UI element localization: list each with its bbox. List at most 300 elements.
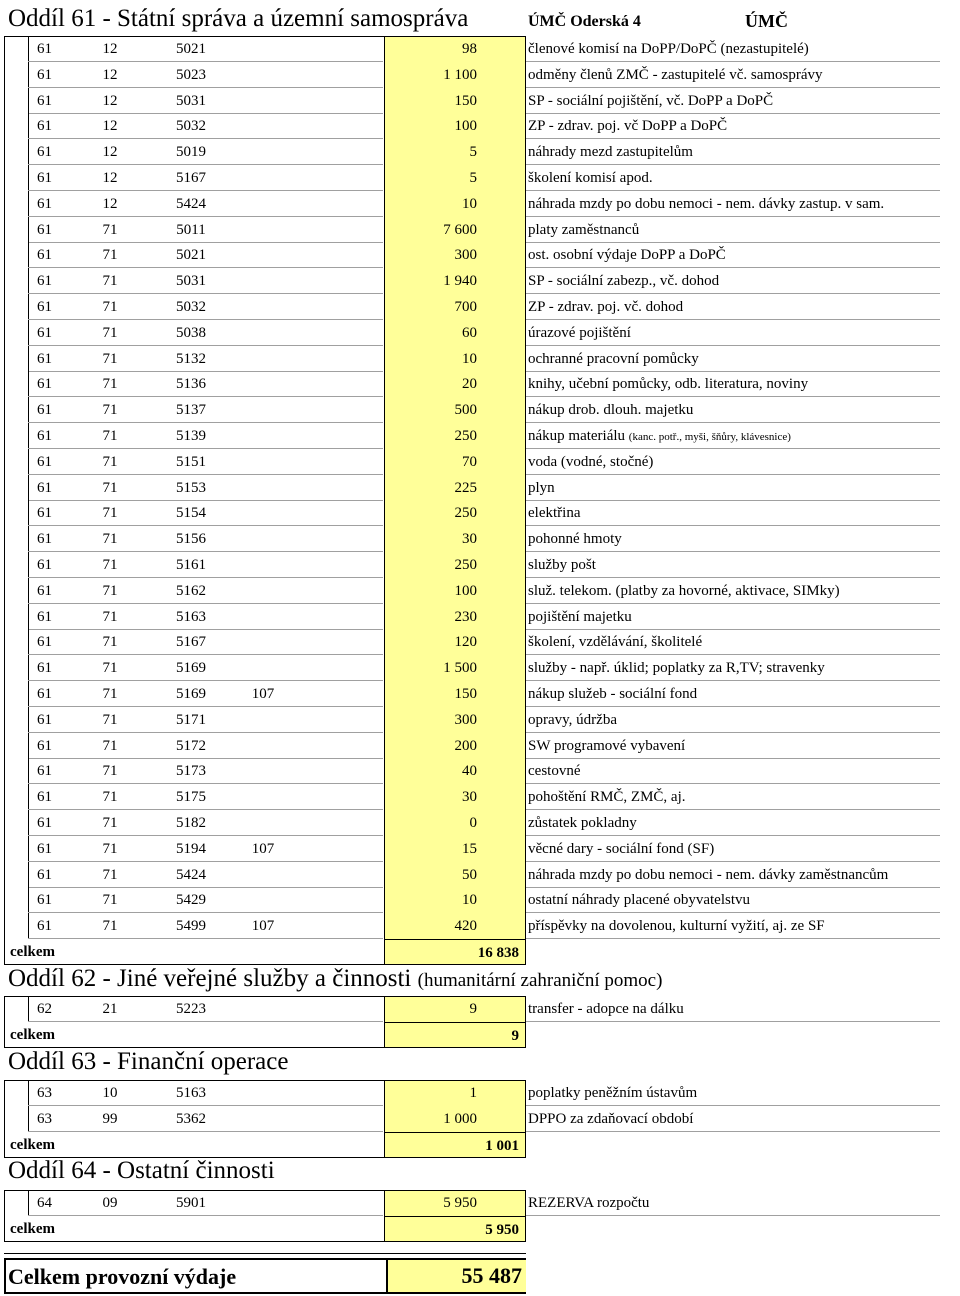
oddil-cell: 61: [28, 733, 76, 759]
uz-cell: [238, 346, 288, 372]
section-title: [8, 1046, 288, 1078]
table-row: [0, 604, 960, 630]
paragraf-cell: 71: [102, 557, 118, 573]
polozka-cell: 5173: [176, 763, 206, 780]
amount-cell: 300: [384, 242, 526, 268]
description-cell: [526, 707, 946, 733]
paragraf-cell: 71: [102, 402, 118, 419]
description-cell: [526, 578, 946, 604]
description-cell: [526, 604, 946, 630]
amount-cell: 9: [384, 996, 526, 1022]
uz-cell: [238, 36, 288, 62]
uz-cell: [238, 887, 288, 913]
table-row: [0, 371, 960, 397]
description-cell: [526, 449, 946, 475]
paragraf-cell: 12: [102, 195, 118, 212]
description-cell: [526, 1190, 946, 1216]
paragraf-cell: 71: [102, 505, 118, 522]
table-row: [0, 578, 960, 604]
uz-cell: [238, 397, 288, 423]
polozka-cell: 5021: [176, 247, 206, 264]
uz-cell: [238, 1080, 288, 1106]
description-text: služby pošt: [528, 557, 596, 573]
paragraf-cell: 12: [102, 144, 118, 161]
description-cell: [526, 475, 946, 501]
paragraf-cell: 71: [102, 789, 118, 806]
section-total-row: [0, 939, 960, 965]
description-cell: [526, 655, 946, 681]
uz-cell: [238, 139, 288, 165]
uz-cell: [238, 733, 288, 759]
oddil-cell: 63: [28, 1080, 76, 1106]
table-row: [0, 423, 960, 449]
amount-cell: 250: [384, 500, 526, 526]
table-row: [0, 36, 960, 62]
description-cell: [526, 1080, 946, 1106]
polozka-cell: 5162: [176, 582, 206, 599]
description-cell: [526, 268, 946, 294]
description-text: ZP - zdrav. poj. vč. dohod: [528, 299, 684, 315]
polozka-cell: 5362: [176, 1110, 206, 1127]
section-total-value: 5 950: [384, 1216, 526, 1242]
paragraf-cell: 71: [102, 582, 118, 599]
description-text: ost. osobní výdaje DoPP a DoPČ: [528, 247, 726, 264]
paragraf-cell: 71: [102, 660, 118, 677]
oddil-cell: 61: [28, 862, 76, 888]
table-row: [0, 268, 960, 294]
polozka-cell: 5499: [176, 918, 206, 935]
paragraf-cell: 12: [102, 118, 118, 135]
amount-cell: 60: [384, 320, 526, 346]
uz-cell: [238, 217, 288, 243]
oddil-cell: 61: [28, 397, 76, 423]
uz-cell: 107: [251, 918, 275, 935]
amount-cell: 50: [384, 862, 526, 888]
description-text: voda (vodné, stočné): [528, 453, 654, 470]
description-cell: [526, 836, 946, 862]
uz-cell: [238, 655, 288, 681]
description-cell: [526, 320, 946, 346]
oddil-cell: 61: [28, 913, 76, 939]
description-cell: [526, 88, 946, 114]
uz-cell: [238, 371, 288, 397]
description-text: knihy, učební pomůcky, odb. literatura, noviny: [528, 376, 809, 393]
description-text: SP - sociální pojištění, vč. DoPP a DoPČ: [528, 92, 774, 109]
amount-cell: 150: [384, 88, 526, 114]
oddil-cell: 61: [28, 191, 76, 217]
grand-total-label: Celkem provozní výdaje: [8, 1264, 237, 1289]
uz-cell: [238, 320, 288, 346]
description-text: nákup služeb - sociální fond: [528, 686, 698, 702]
uz-cell: [238, 996, 288, 1022]
table-row: [0, 810, 960, 836]
description-text: transfer - adopce na dálku: [528, 1001, 684, 1017]
uz-cell: [238, 604, 288, 630]
oddil-cell: 63: [28, 1106, 76, 1132]
amount-cell: 30: [384, 526, 526, 552]
table-row: [0, 629, 960, 655]
uz-cell: [238, 552, 288, 578]
polozka-cell: 5163: [176, 1085, 206, 1101]
polozka-cell: 5031: [176, 92, 206, 109]
table-row: [0, 165, 960, 191]
paragraf-cell: 71: [102, 273, 118, 290]
table-row: [0, 294, 960, 320]
oddil-cell: 62: [28, 996, 76, 1022]
amount-cell: 700: [384, 294, 526, 320]
paragraf-cell: 71: [102, 247, 118, 264]
section-total-label: celkem: [10, 1220, 55, 1237]
amount-cell: 200: [384, 733, 526, 759]
section-total-row: [0, 1022, 960, 1048]
description-cell: [526, 36, 946, 62]
description-text: opravy, údržba: [528, 711, 617, 728]
oddil-cell: 61: [28, 836, 76, 862]
oddil-cell: 61: [28, 526, 76, 552]
section-title-text: Oddíl 61 - Státní správa a územní samospráva: [8, 5, 469, 32]
oddil-cell: 61: [28, 629, 76, 655]
table-row: [0, 62, 960, 88]
section-total-row: [0, 1216, 960, 1242]
paragraf-cell: 71: [102, 815, 118, 831]
polozka-cell: 5429: [176, 892, 206, 909]
description-note: (kanc. potř., myši, šňůry, klávesnice): [628, 431, 791, 443]
uz-cell: [238, 191, 288, 217]
paragraf-cell: 71: [102, 711, 118, 728]
section-total-label: celkem: [10, 944, 55, 960]
description-cell: [526, 552, 946, 578]
uz-cell: [238, 758, 288, 784]
table-row: [0, 139, 960, 165]
paragraf-cell: 12: [102, 170, 118, 186]
oddil-cell: 61: [28, 346, 76, 372]
uz-cell: [238, 449, 288, 475]
uz-cell: [238, 707, 288, 733]
office-tag-short: ÚMČ: [745, 11, 788, 31]
description-cell: [526, 294, 946, 320]
description-text: DPPO za zdaňovací období: [528, 1110, 694, 1127]
description-cell: [526, 810, 946, 836]
polozka-cell: 5151: [176, 453, 206, 470]
description-cell: [526, 191, 946, 217]
amount-cell: 225: [384, 475, 526, 501]
separator-line: [4, 1253, 526, 1254]
oddil-cell: 61: [28, 88, 76, 114]
description-text: služby - např. úklid; poplatky za R,TV; stravenky: [528, 660, 825, 677]
uz-cell: [238, 62, 288, 88]
oddil-cell: 61: [28, 320, 76, 346]
table-row: [0, 500, 960, 526]
table-row: [0, 1106, 960, 1132]
table-row: [0, 88, 960, 114]
table-row: [0, 655, 960, 681]
description-text: SW programové vybavení: [528, 737, 686, 754]
paragraf-cell: 71: [102, 840, 118, 857]
oddil-cell: 61: [28, 810, 76, 836]
oddil-cell: 61: [28, 242, 76, 268]
paragraf-cell: 71: [102, 608, 118, 625]
description-text: odměny členů ZMČ - zastupitelé vč. samosprávy: [528, 66, 823, 83]
oddil-cell: 61: [28, 268, 76, 294]
uz-cell: [238, 165, 288, 191]
description-cell: [526, 862, 946, 888]
grand-total-value: 55 487: [386, 1260, 526, 1292]
amount-cell: 1: [384, 1080, 526, 1106]
amount-cell: 10: [384, 887, 526, 913]
paragraf-cell: 71: [102, 299, 118, 315]
oddil-cell: 61: [28, 681, 76, 707]
polozka-cell: 5161: [176, 557, 206, 573]
uz-cell: [238, 475, 288, 501]
table-row: [0, 475, 960, 501]
uz-cell: [238, 578, 288, 604]
description-cell: [526, 996, 946, 1022]
amount-cell: 5: [384, 139, 526, 165]
oddil-cell: 61: [28, 887, 76, 913]
description-cell: [526, 887, 946, 913]
uz-cell: [238, 294, 288, 320]
polozka-cell: 5194: [176, 840, 206, 857]
description-text: úrazové pojištění: [528, 324, 631, 341]
oddil-cell: 61: [28, 604, 76, 630]
description-text: věcné dary - sociální fond (SF): [528, 840, 715, 857]
description-text: náhrady mezd zastupitelům: [528, 144, 693, 161]
section-title: [8, 963, 662, 997]
description-text: nákup drob. dlouh. majetku: [528, 402, 694, 419]
oddil-cell: 61: [28, 423, 76, 449]
description-cell: [526, 500, 946, 526]
polozka-cell: 5038: [176, 324, 206, 341]
uz-cell: [238, 1106, 288, 1132]
table-row: [0, 346, 960, 372]
section-title: [8, 3, 468, 35]
uz-cell: [238, 629, 288, 655]
description-text: pohoštění RMČ, ZMČ, aj.: [528, 789, 686, 806]
section-total-value: 16 838: [384, 939, 526, 965]
description-cell: [526, 733, 946, 759]
polozka-cell: 5175: [176, 789, 206, 806]
polozka-cell: 5137: [176, 402, 206, 419]
paragraf-cell: 99: [102, 1110, 118, 1127]
section-title-text: Oddíl 62 - Jiné veřejné služby a činnosti: [8, 965, 412, 992]
paragraf-cell: 71: [102, 918, 118, 935]
polozka-cell: 5011: [176, 221, 206, 238]
section-title-text: Oddíl 64 - Ostatní činnosti: [8, 1157, 275, 1184]
description-cell: [526, 62, 946, 88]
description-text: ochranné pracovní pomůcky: [528, 350, 699, 367]
oddil-cell: 61: [28, 113, 76, 139]
amount-cell: 250: [384, 423, 526, 449]
oddil-cell: 61: [28, 139, 76, 165]
polozka-cell: 5901: [176, 1195, 206, 1211]
description-text: náhrada mzdy po dobu nemoci - nem. dávky zaměstnancům: [528, 866, 889, 883]
uz-cell: [238, 268, 288, 294]
description-text: ostatní náhrady placené obyvatelstvu: [528, 892, 751, 909]
table-row: [0, 449, 960, 475]
polozka-cell: 5139: [176, 428, 206, 444]
description-cell: [526, 629, 946, 655]
description-cell: [526, 139, 946, 165]
uz-cell: [238, 242, 288, 268]
amount-cell: 420: [384, 913, 526, 939]
table-row: [0, 397, 960, 423]
uz-cell: [238, 784, 288, 810]
paragraf-cell: 71: [102, 686, 118, 702]
polozka-cell: 5424: [176, 195, 206, 212]
paragraf-cell: 71: [102, 350, 118, 367]
description-cell: [526, 784, 946, 810]
paragraf-cell: 71: [102, 376, 118, 393]
amount-cell: 1 940: [384, 268, 526, 294]
polozka-cell: 5021: [176, 41, 206, 57]
amount-cell: 500: [384, 397, 526, 423]
oddil-cell: 61: [28, 784, 76, 810]
paragraf-cell: 71: [102, 634, 118, 651]
oddil-cell: 61: [28, 449, 76, 475]
polozka-cell: 5154: [176, 505, 206, 522]
description-cell: [526, 758, 946, 784]
table-row: [0, 526, 960, 552]
polozka-cell: 5153: [176, 479, 206, 496]
table-row: [0, 733, 960, 759]
amount-cell: 10: [384, 191, 526, 217]
amount-cell: 1 500: [384, 655, 526, 681]
oddil-cell: 61: [28, 165, 76, 191]
amount-cell: 230: [384, 604, 526, 630]
paragraf-cell: 71: [102, 737, 118, 754]
polozka-cell: 5171: [176, 711, 206, 728]
description-text: školení komisí apod.: [528, 170, 653, 186]
table-row: [0, 113, 960, 139]
grand-total-box: [4, 1258, 526, 1294]
oddil-cell: 61: [28, 500, 76, 526]
paragraf-cell: 71: [102, 763, 118, 780]
uz-cell: [238, 423, 288, 449]
section-total-row: [0, 1132, 960, 1158]
oddil-cell: 61: [28, 655, 76, 681]
uz-cell: [238, 526, 288, 552]
oddil-cell: 61: [28, 36, 76, 62]
paragraf-cell: 71: [102, 324, 118, 341]
uz-cell: [238, 810, 288, 836]
table-row: [0, 217, 960, 243]
amount-cell: 70: [384, 449, 526, 475]
description-text: náhrada mzdy po dobu nemoci - nem. dávky zastup. v sam.: [528, 195, 885, 212]
uz-cell: 107: [251, 686, 275, 702]
uz-cell: [238, 862, 288, 888]
description-text: ZP - zdrav. poj. vč DoPP a DoPČ: [528, 118, 728, 135]
description-cell: [526, 346, 946, 372]
description-cell: [526, 913, 946, 939]
paragraf-cell: 21: [102, 1001, 118, 1017]
description-text: služ. telekom. (platby za hovorné, aktivace, SIMky): [528, 582, 840, 599]
description-cell: [526, 217, 946, 243]
paragraf-cell: 71: [102, 428, 118, 444]
section-title-text: Oddíl 63 - Finanční operace: [8, 1048, 289, 1075]
amount-cell: 300: [384, 707, 526, 733]
table-row: [0, 707, 960, 733]
description-cell: [526, 397, 946, 423]
polozka-cell: 5424: [176, 866, 206, 883]
description-text: REZERVA rozpočtu: [528, 1195, 650, 1211]
uz-cell: [238, 1190, 288, 1216]
oddil-cell: 61: [28, 62, 76, 88]
description-text: platy zaměstnanců: [528, 221, 640, 238]
uz-cell: [238, 500, 288, 526]
polozka-cell: 5169: [176, 660, 206, 677]
amount-cell: 250: [384, 552, 526, 578]
description-text: poplatky peněžním ústavům: [528, 1085, 698, 1101]
paragraf-cell: 71: [102, 221, 118, 238]
amount-cell: 40: [384, 758, 526, 784]
amount-cell: 120: [384, 629, 526, 655]
oddil-cell: 61: [28, 578, 76, 604]
description-text: pohonné hmoty: [528, 531, 622, 548]
description-text: SP - sociální zabezp., vč. dohod: [528, 273, 720, 290]
polozka-cell: 5032: [176, 299, 206, 315]
amount-cell: 100: [384, 113, 526, 139]
polozka-cell: 5136: [176, 376, 206, 393]
amount-cell: 1 100: [384, 62, 526, 88]
table-row: [0, 242, 960, 268]
section-title: [8, 1155, 275, 1187]
oddil-cell: 61: [28, 371, 76, 397]
table-row: [0, 913, 960, 939]
amount-cell: 7 600: [384, 217, 526, 243]
table-row: [0, 320, 960, 346]
paragraf-cell: 71: [102, 479, 118, 496]
description-text: nákup materiálu: [528, 428, 626, 444]
polozka-cell: 5223: [176, 1001, 206, 1017]
paragraf-cell: 71: [102, 866, 118, 883]
table-row: [0, 862, 960, 888]
amount-cell: 100: [384, 578, 526, 604]
amount-cell: 150: [384, 681, 526, 707]
oddil-cell: 61: [28, 758, 76, 784]
section-total-label: celkem: [10, 1136, 55, 1153]
uz-cell: [238, 113, 288, 139]
amount-cell: 98: [384, 36, 526, 62]
amount-cell: 10: [384, 346, 526, 372]
description-text: příspěvky na dovolenou, kulturní vyžití, aj. ze SF: [528, 918, 825, 935]
polozka-cell: 5019: [176, 144, 206, 161]
polozka-cell: 5032: [176, 118, 206, 135]
table-row: [0, 1080, 960, 1106]
polozka-cell: 5172: [176, 737, 206, 754]
oddil-cell: 61: [28, 552, 76, 578]
amount-cell: 0: [384, 810, 526, 836]
description-cell: [526, 526, 946, 552]
table-row: [0, 836, 960, 862]
table-row: [0, 758, 960, 784]
office-tag: ÚMČ Oderská 4: [528, 13, 641, 30]
description-text: členové komisí na DoPP/DoPČ (nezastupitelé): [528, 41, 809, 57]
table-row: [0, 784, 960, 810]
description-text: plyn: [528, 479, 555, 496]
description-text: zůstatek pokladny: [528, 815, 637, 831]
paragraf-cell: 10: [102, 1085, 118, 1101]
section-total-label: celkem: [10, 1026, 55, 1043]
description-cell: [526, 423, 946, 449]
polozka-cell: 5031: [176, 273, 206, 290]
section-subtitle: (humanitární zahraniční pomoc): [417, 970, 663, 991]
paragraf-cell: 71: [102, 453, 118, 470]
uz-cell: [238, 88, 288, 114]
table-row: [0, 191, 960, 217]
oddil-cell: 61: [28, 707, 76, 733]
amount-cell: 5 950: [384, 1190, 526, 1216]
description-cell: [526, 371, 946, 397]
